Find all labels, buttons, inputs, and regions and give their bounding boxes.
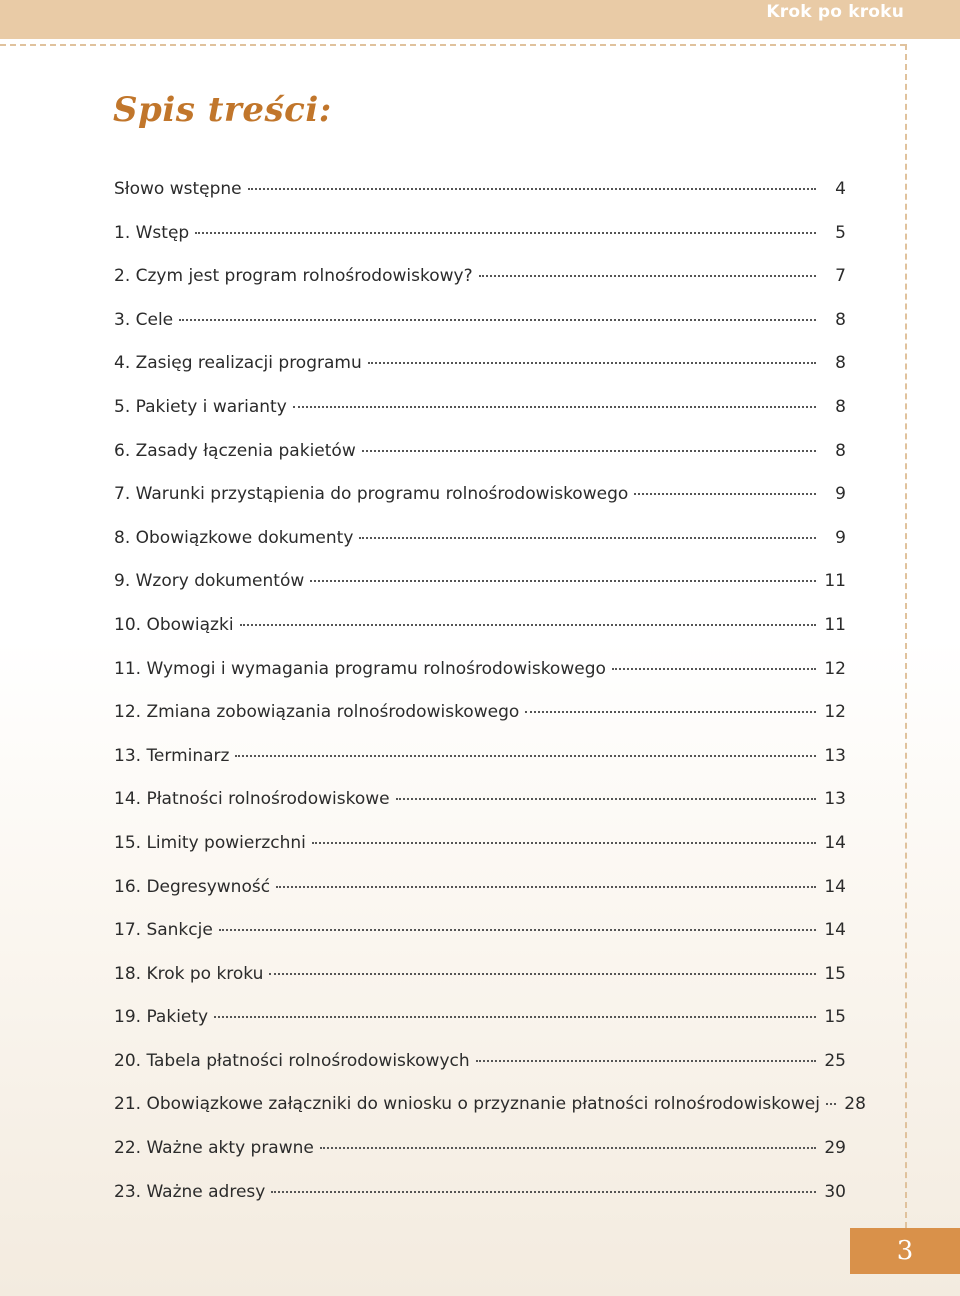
toc-entry-label: Słowo wstępne bbox=[114, 179, 242, 199]
toc-leader bbox=[476, 1060, 816, 1062]
toc-entry-label: 15. Limity powierzchni bbox=[114, 832, 306, 853]
toc-entry-page: 14 bbox=[824, 832, 846, 853]
toc-entry[interactable] bbox=[114, 386, 846, 430]
toc-entry-page: 11 bbox=[824, 571, 846, 592]
toc-entry[interactable] bbox=[114, 953, 846, 997]
toc-entry-label: 12. Zmiana zobowiązania rolnośrodowiskowego bbox=[114, 702, 520, 723]
toc-entry-page: 13 bbox=[824, 789, 846, 810]
toc-entry[interactable] bbox=[114, 560, 846, 604]
toc-leader bbox=[271, 1191, 816, 1193]
toc-entry-page: 15 bbox=[824, 963, 846, 984]
toc-entry-page: 9 bbox=[835, 484, 846, 505]
toc-leader bbox=[214, 1016, 816, 1018]
toc-entry[interactable] bbox=[114, 255, 846, 299]
toc-leader bbox=[479, 275, 816, 277]
toc-entry[interactable] bbox=[114, 778, 846, 822]
toc-entry[interactable] bbox=[114, 299, 846, 343]
toc-entry[interactable] bbox=[114, 691, 846, 735]
toc-entry-page: 14 bbox=[824, 876, 846, 897]
toc-leader bbox=[248, 188, 816, 190]
toc-entry-label: 14. Płatności rolnośrodowiskowe bbox=[114, 789, 390, 810]
toc-entry-page: 11 bbox=[824, 614, 846, 635]
toc-entry[interactable] bbox=[114, 1171, 846, 1215]
running-header: Krok po kroku bbox=[766, 2, 904, 22]
toc-leader bbox=[396, 798, 816, 800]
toc-entry-page: 15 bbox=[824, 1007, 846, 1028]
toc-leader bbox=[525, 711, 816, 713]
toc-entry-label: 18. Krok po kroku bbox=[114, 963, 264, 984]
toc-entry[interactable] bbox=[114, 604, 846, 648]
toc-entry-label: 7. Warunki przystąpienia do programu rolnośrodowiskowego bbox=[114, 484, 629, 505]
toc-entry-label: 20. Tabela płatności rolnośrodowiskowych bbox=[114, 1050, 470, 1071]
toc-leader bbox=[612, 668, 816, 670]
toc-leader bbox=[276, 886, 816, 888]
toc-entry-page: 12 bbox=[824, 658, 846, 679]
toc-entry-page: 9 bbox=[835, 527, 846, 548]
toc-entry-page: 12 bbox=[824, 702, 846, 723]
toc-entry-label: 22. Ważne akty prawne bbox=[114, 1138, 314, 1159]
toc-entry-label: 11. Wymogi i wymagania programu rolnośrodowiskowego bbox=[114, 658, 606, 679]
page-number-box bbox=[850, 1228, 960, 1274]
toc-entry-page: 8 bbox=[835, 440, 846, 461]
toc-entry[interactable] bbox=[114, 996, 846, 1040]
toc-entry-page: 30 bbox=[824, 1181, 846, 1202]
toc-entry-page: 7 bbox=[835, 266, 846, 287]
toc-entry-page: 25 bbox=[824, 1050, 846, 1071]
toc-entry-page: 14 bbox=[824, 920, 846, 941]
toc-entry-label: 9. Wzory dokumentów bbox=[114, 571, 305, 592]
toc-entry[interactable] bbox=[114, 168, 846, 212]
toc-leader bbox=[826, 1103, 836, 1105]
toc-entry-label: 10. Obowiązki bbox=[114, 614, 234, 635]
toc-leader bbox=[362, 450, 816, 452]
toc-entry[interactable] bbox=[114, 473, 846, 517]
toc-leader bbox=[320, 1147, 816, 1149]
toc-entry-label: 2. Czym jest program rolnośrodowiskowy? bbox=[114, 266, 473, 287]
toc-entry-label: 16. Degresywność bbox=[114, 876, 271, 897]
toc-entry[interactable] bbox=[114, 1083, 866, 1127]
toc-entry-label: 3. Cele bbox=[114, 309, 174, 330]
toc-entry[interactable] bbox=[114, 735, 846, 779]
toc-entry-page: 4 bbox=[835, 179, 846, 199]
toc-entry-label: 17. Sankcje bbox=[114, 920, 213, 941]
toc-entry[interactable] bbox=[114, 866, 846, 910]
toc-entry-page: 8 bbox=[835, 309, 846, 330]
toc-leader bbox=[312, 842, 816, 844]
toc-entry-label: 4. Zasięg realizacji programu bbox=[114, 353, 362, 374]
page-number: 3 bbox=[896, 1236, 914, 1266]
toc-entry[interactable] bbox=[114, 342, 846, 386]
toc-leader bbox=[235, 755, 816, 757]
toc-entry-page: 8 bbox=[835, 396, 846, 417]
toc-leader bbox=[310, 580, 816, 582]
toc-entry-label: 6. Zasady łączenia pakietów bbox=[114, 440, 356, 461]
toc-entry[interactable] bbox=[114, 212, 846, 256]
toc-entry[interactable] bbox=[114, 430, 846, 474]
toc-entry-page: 5 bbox=[835, 222, 846, 243]
toc-entry[interactable] bbox=[114, 822, 846, 866]
toc-entry-page: 8 bbox=[835, 353, 846, 374]
toc-entry-page: 29 bbox=[824, 1138, 846, 1159]
toc-entry-label: 13. Terminarz bbox=[114, 745, 230, 766]
toc-leader bbox=[634, 493, 816, 495]
toc-entry-label: 1. Wstęp bbox=[114, 222, 190, 243]
dashed-divider-top bbox=[0, 44, 906, 46]
toc-leader bbox=[240, 624, 816, 626]
toc-entry-page: 13 bbox=[824, 745, 846, 766]
toc-entry-label: 19. Pakiety bbox=[114, 1007, 209, 1028]
toc-entry-page: 28 bbox=[844, 1094, 866, 1115]
toc-entry[interactable] bbox=[114, 909, 846, 953]
toc-entry[interactable] bbox=[114, 517, 846, 561]
page-title: Spis treści: bbox=[113, 90, 332, 130]
toc-leader bbox=[179, 319, 816, 321]
toc-leader bbox=[359, 537, 816, 539]
toc-entry-label: 8. Obowiązkowe dokumenty bbox=[114, 527, 354, 548]
toc-leader bbox=[368, 362, 816, 364]
toc-entry-label: 23. Ważne adresy bbox=[114, 1181, 266, 1202]
toc-entry[interactable] bbox=[114, 1127, 846, 1171]
toc-leader bbox=[293, 406, 816, 408]
toc-leader bbox=[195, 232, 816, 234]
toc-entry[interactable] bbox=[114, 648, 846, 692]
toc-leader bbox=[269, 973, 816, 975]
dashed-divider-right bbox=[905, 44, 907, 1228]
toc-leader bbox=[219, 929, 816, 931]
toc-entry-label: 5. Pakiety i warianty bbox=[114, 396, 287, 417]
toc-entry-label: 21. Obowiązkowe załączniki do wniosku o przyznanie płatności rolnośrodowiskowej bbox=[114, 1094, 820, 1115]
toc-entry[interactable] bbox=[114, 1040, 846, 1084]
table-of-contents bbox=[114, 168, 866, 1214]
